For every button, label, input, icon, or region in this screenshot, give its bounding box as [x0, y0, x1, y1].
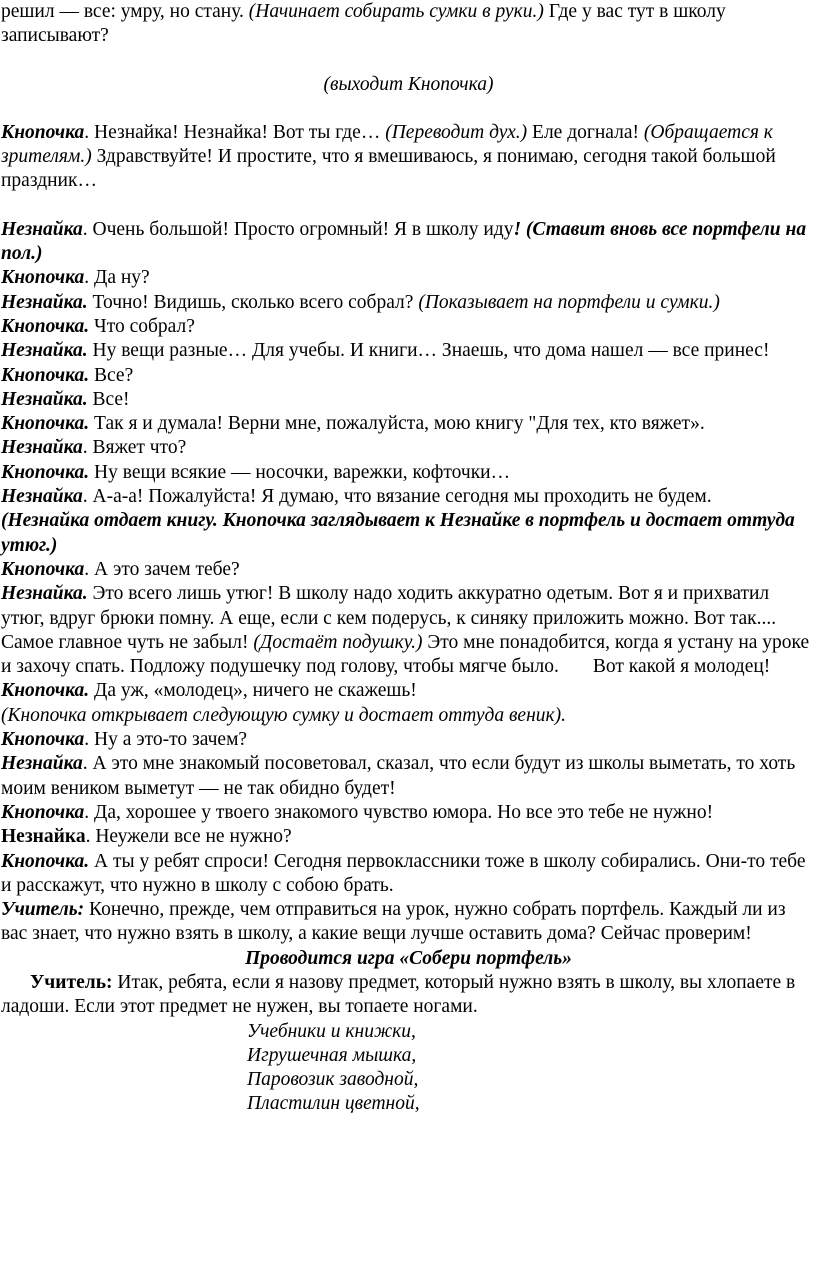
paragraph	[1, 898, 816, 947]
game-title: Проводится игра «Собери портфель»	[245, 947, 572, 969]
stage-direction: (Начинает собирать сумки в руки.)	[248, 1, 544, 22]
text: Что собрал?	[89, 315, 195, 337]
paragraph	[1, 121, 816, 194]
paragraph	[1, 679, 816, 703]
speaker-name: Незнайка	[1, 218, 83, 240]
text: Это всего лишь утюг! В школу надо ходить аккуратно одетым. Вот я и прихватил утюг, вдруг брюки помну. А еще, если с кем подерусь, к синяку приложить можно. Вот так....	[1, 583, 777, 629]
paragraph	[1, 218, 816, 267]
text: Конечно, прежде, чем отправиться на урок, нужно собрать портфель. Каждый ли из вас знает, что нужно взять в школу, а какие вещи лучше оставить дома? Сейчас проверим!	[1, 899, 786, 945]
paragraph	[1, 436, 816, 460]
text: . А-а-а! Пожалуйста! Я думаю, что вязание сегодня мы проходить не будем.	[82, 486, 712, 508]
text: Все?	[89, 364, 134, 386]
paragraph	[1, 850, 816, 899]
text: Еле догнала!	[527, 121, 644, 143]
text: Точно! Видишь, сколько всего собрал?	[87, 291, 419, 313]
paragraph	[1, 825, 816, 849]
stage-direction: (Переводит дух.)	[385, 121, 528, 143]
text: . Да, хорошее у твоего знакомого чувство юмора. Но все это тебе не нужно!	[84, 801, 714, 823]
speaker-name: Незнайка	[1, 437, 83, 459]
speaker-name: Незнайка	[1, 753, 83, 775]
paragraph	[1, 752, 816, 801]
paragraph	[1, 315, 816, 339]
stage-direction: (Кнопочка открывает следующую сумку и достает оттуда веник).	[1, 704, 566, 726]
stage-direction: ! (Ставит вновь все портфели на пол.)	[1, 218, 807, 265]
text: Это мне понадобится, когда я устану на уроке и захочу спать. Подложу подушечку под голову, чтобы мягче было.	[1, 631, 810, 678]
text: . Очень большой! Просто огромный! Я в школу иду	[82, 218, 514, 240]
text: решил — все: умру, но стану.	[1, 1, 249, 22]
text: . Незнайка! Незнайка! Вот ты где…	[84, 121, 386, 143]
speaker-name: Незнайка.	[1, 291, 88, 313]
speaker-name: Учитель:	[30, 971, 113, 993]
paragraph	[1, 0, 816, 49]
stage-direction: (Достаёт подушку.)	[253, 631, 423, 653]
text: Ну вещи разные… Для учебы. И книги… Знаешь, что дома нашел — все принес!	[87, 340, 770, 362]
text: Да уж, «молодец», ничего не скажешь!	[89, 680, 417, 702]
paragraph	[1, 364, 816, 388]
speaker-name: Кнопочка	[1, 121, 85, 143]
speaker-name: Кнопочка	[1, 729, 85, 751]
paragraph	[1, 388, 816, 412]
text: . Ну а это-то зачем?	[84, 729, 248, 751]
speaker-name: Учитель:	[1, 899, 85, 921]
speaker-name: Незнайка	[1, 486, 83, 508]
text: Самое главное чуть не забыл!	[1, 631, 254, 653]
text: Так я и думала! Верни мне, пожалуйста, мою книгу "Для тех, кто вяжет».	[89, 413, 705, 435]
stage-direction: (выходит Кнопочка)	[323, 73, 494, 95]
speaker-name: Незнайка.	[1, 388, 88, 410]
speaker-name: Кнопочка.	[1, 364, 90, 386]
speaker-name: Кнопочка.	[1, 850, 90, 872]
stage-direction: (Показывает на портфели и сумки.)	[418, 291, 720, 313]
text: . Да ну?	[84, 267, 150, 289]
paragraph	[1, 801, 816, 825]
speaker-name: Незнайка.	[1, 583, 88, 605]
poem-line: Паровозик заводной,	[247, 1069, 419, 1091]
text: . Вяжет что?	[82, 437, 187, 459]
text: А ты у ребят спроси! Сегодня первоклассники тоже в школу собирались. Они-то тебе и расскажут, что нужно в школу с собою брать.	[1, 850, 806, 896]
text: Все!	[87, 388, 130, 410]
poem-line: Учебники и книжки,	[247, 1020, 416, 1042]
paragraph	[1, 631, 816, 680]
paragraph	[1, 461, 816, 485]
paragraph	[1, 971, 816, 1020]
poem-line: Игрушечная мышка,	[247, 1044, 417, 1066]
paragraph	[1, 485, 816, 509]
text: Ну вещи всякие — носочки, варежки, кофточки…	[89, 461, 511, 483]
paragraph	[1, 728, 816, 752]
speaker-name: Кнопочка	[1, 267, 85, 289]
poem	[1, 1020, 816, 1117]
paragraph	[1, 291, 816, 315]
paragraph	[1, 339, 816, 363]
speaker-name: Кнопочка	[1, 558, 85, 580]
speaker-name: Незнайка	[1, 826, 86, 848]
speaker-name: Кнопочка.	[1, 315, 90, 337]
text: . А это зачем тебе?	[84, 558, 240, 580]
text: . Неужели все не нужно?	[85, 826, 292, 848]
text: Итак, ребята, если я назову предмет, который нужно взять в школу, вы хлопаете в ладоши. Если этот предмет не нужен, вы топаете ногами.	[1, 971, 796, 1018]
text: Вот какой я молодец!	[592, 656, 771, 678]
paragraph	[1, 582, 816, 631]
text: Где у вас тут в школу записывают?	[1, 1, 726, 47]
speaker-name: Кнопочка.	[1, 413, 90, 435]
text: Здравствуйте! И простите, что я вмешиваюсь, я понимаю, сегодня такой большой праздник…	[1, 146, 776, 192]
paragraph	[1, 412, 816, 436]
text: . А это мне знакомый посоветовал, сказал, что если будут из школы выметать, то хоть моим веником выметут — не так обидно будет!	[1, 753, 796, 799]
speaker-name: Незнайка.	[1, 340, 88, 362]
stage-direction: (Незнайка отдает книгу. Кнопочка заглядывает к Незнайке в портфель и достает оттуда утюг.)	[1, 510, 795, 556]
speaker-name: Кнопочка	[1, 801, 85, 823]
speaker-name: Кнопочка.	[1, 461, 90, 483]
stage-direction: (Обращается к зрителям.)	[1, 121, 773, 168]
paragraph	[1, 266, 816, 290]
paragraph	[1, 558, 816, 582]
poem-line: Пластилин цветной,	[247, 1093, 420, 1115]
speaker-name: Кнопочка.	[1, 680, 90, 702]
